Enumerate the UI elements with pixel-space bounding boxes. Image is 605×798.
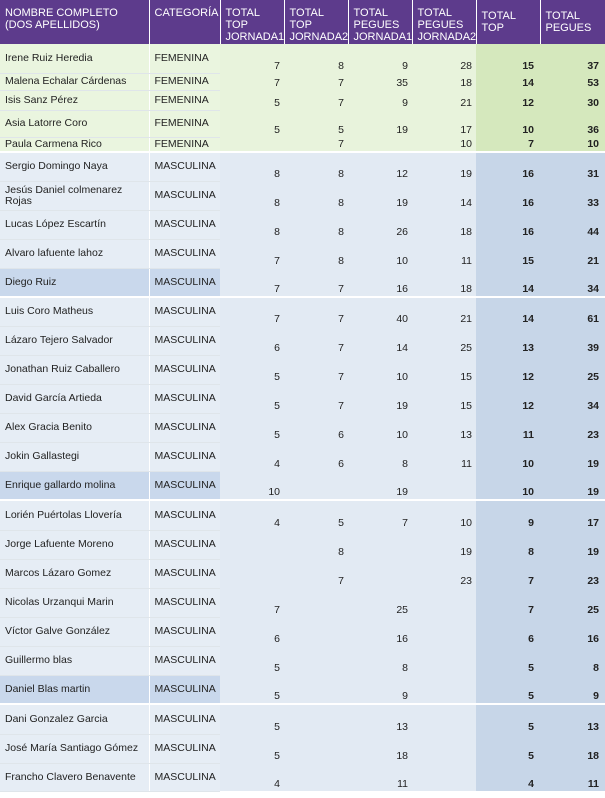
- cell-top-j2: [284, 704, 348, 734]
- cell-category: MASCULINA: [149, 734, 220, 763]
- cell-pegues-j1: 10: [348, 413, 412, 442]
- header-name: NOMBRE COMPLETO (DOS APELLIDOS): [0, 0, 149, 44]
- cell-pegues-j2: 19: [412, 530, 476, 559]
- table-row: [0, 73, 605, 90]
- cell-category: MASCULINA: [149, 675, 220, 704]
- cell-pegues-j2: 10: [412, 500, 476, 530]
- cell-top-j1: 4: [220, 500, 284, 530]
- cell-total-top: 4: [476, 763, 540, 791]
- header-total-top: TOTAL TOP: [476, 0, 540, 44]
- header-pegues-j1: TOTAL PEGUES JORNADA1: [348, 0, 412, 44]
- cell-category: MASCULINA: [149, 559, 220, 588]
- cell-top-j1: [220, 530, 284, 559]
- cell-name: Sergio Domingo Naya: [0, 152, 149, 181]
- cell-pegues-j1: 19: [348, 384, 412, 413]
- cell-total-top: 15: [476, 44, 540, 73]
- cell-top-j2: 7: [284, 73, 348, 90]
- cell-top-j1: 7: [220, 268, 284, 297]
- header-category: CATEGORÍA: [149, 0, 220, 44]
- cell-total-top: 7: [476, 137, 540, 152]
- cell-top-j2: 7: [284, 326, 348, 355]
- cell-total-top: 5: [476, 646, 540, 675]
- cell-name: Enrique gallardo molina: [0, 471, 149, 500]
- cell-total-top: 11: [476, 413, 540, 442]
- cell-pegues-j1: 9: [348, 44, 412, 73]
- cell-pegues-j2: [412, 675, 476, 704]
- cell-top-j2: 8: [284, 239, 348, 268]
- header-top-j2: TOTAL TOP JORNADA2: [284, 0, 348, 44]
- cell-total-pegues: 8: [540, 646, 605, 675]
- cell-pegues-j1: 13: [348, 704, 412, 734]
- cell-name: Nicolas Urzanqui Marin: [0, 588, 149, 617]
- cell-total-top: 16: [476, 210, 540, 239]
- cell-top-j2: [284, 588, 348, 617]
- cell-pegues-j1: 16: [348, 617, 412, 646]
- table-row: [0, 413, 605, 442]
- cell-pegues-j1: 9: [348, 90, 412, 110]
- cell-pegues-j2: 15: [412, 384, 476, 413]
- cell-pegues-j2: [412, 617, 476, 646]
- cell-top-j1: 5: [220, 413, 284, 442]
- cell-top-j1: [220, 137, 284, 152]
- cell-top-j1: 5: [220, 734, 284, 763]
- cell-pegues-j1: 7: [348, 500, 412, 530]
- cell-pegues-j2: 21: [412, 297, 476, 326]
- cell-pegues-j2: 25: [412, 326, 476, 355]
- cell-pegues-j2: [412, 704, 476, 734]
- cell-top-j2: [284, 471, 348, 500]
- cell-top-j2: 7: [284, 297, 348, 326]
- cell-pegues-j2: [412, 588, 476, 617]
- cell-pegues-j1: 35: [348, 73, 412, 90]
- cell-category: MASCULINA: [149, 239, 220, 268]
- cell-total-top: 12: [476, 355, 540, 384]
- cell-category: FEMENINA: [149, 73, 220, 90]
- cell-pegues-j1: [348, 559, 412, 588]
- cell-pegues-j2: 21: [412, 90, 476, 110]
- cell-total-pegues: 34: [540, 268, 605, 297]
- cell-pegues-j2: 17: [412, 110, 476, 137]
- cell-pegues-j2: 18: [412, 210, 476, 239]
- cell-category: FEMENINA: [149, 110, 220, 137]
- cell-top-j2: [284, 617, 348, 646]
- cell-name: Jokin Gallastegi: [0, 442, 149, 471]
- table-row: [0, 355, 605, 384]
- table-row: [0, 588, 605, 617]
- cell-top-j1: 5: [220, 355, 284, 384]
- cell-top-j2: 8: [284, 181, 348, 210]
- cell-pegues-j2: 13: [412, 413, 476, 442]
- cell-name: Lorién Puértolas Llovería: [0, 500, 149, 530]
- cell-name: José María Santiago Gómez: [0, 734, 149, 763]
- cell-total-pegues: 19: [540, 530, 605, 559]
- table-row: [0, 500, 605, 530]
- table-row: [0, 137, 605, 152]
- cell-category: MASCULINA: [149, 530, 220, 559]
- cell-category: MASCULINA: [149, 588, 220, 617]
- cell-category: MASCULINA: [149, 442, 220, 471]
- table-row: [0, 326, 605, 355]
- cell-top-j1: 7: [220, 297, 284, 326]
- cell-total-pegues: 16: [540, 617, 605, 646]
- cell-name: Alex Gracia Benito: [0, 413, 149, 442]
- cell-category: FEMENINA: [149, 90, 220, 110]
- cell-pegues-j1: 40: [348, 297, 412, 326]
- table-row: [0, 704, 605, 734]
- cell-top-j1: 7: [220, 239, 284, 268]
- cell-name: Marcos Lázaro Gomez: [0, 559, 149, 588]
- cell-pegues-j1: 26: [348, 210, 412, 239]
- cell-total-top: 14: [476, 268, 540, 297]
- cell-pegues-j2: 15: [412, 355, 476, 384]
- cell-top-j1: 5: [220, 704, 284, 734]
- cell-total-top: 12: [476, 384, 540, 413]
- cell-total-top: 7: [476, 588, 540, 617]
- table-row: [0, 617, 605, 646]
- cell-pegues-j1: 11: [348, 763, 412, 791]
- cell-top-j2: 7: [284, 355, 348, 384]
- cell-top-j1: 7: [220, 44, 284, 73]
- cell-top-j1: 8: [220, 152, 284, 181]
- cell-category: MASCULINA: [149, 413, 220, 442]
- cell-top-j1: 4: [220, 442, 284, 471]
- cell-top-j2: 8: [284, 530, 348, 559]
- cell-top-j2: 8: [284, 152, 348, 181]
- cell-total-top: 16: [476, 181, 540, 210]
- cell-pegues-j2: 28: [412, 44, 476, 73]
- cell-top-j2: [284, 734, 348, 763]
- cell-total-pegues: 25: [540, 355, 605, 384]
- cell-name: Irene Ruiz Heredia: [0, 44, 149, 73]
- cell-total-pegues: 31: [540, 152, 605, 181]
- cell-total-top: 14: [476, 73, 540, 90]
- cell-total-top: 13: [476, 326, 540, 355]
- header-pegues-j2: TOTAL PEGUES JORNADA2: [412, 0, 476, 44]
- table-row: [0, 210, 605, 239]
- cell-category: MASCULINA: [149, 268, 220, 297]
- table-row: [0, 763, 605, 791]
- cell-total-top: 5: [476, 734, 540, 763]
- cell-top-j1: 5: [220, 90, 284, 110]
- header-row: [0, 0, 605, 44]
- cell-pegues-j1: 8: [348, 646, 412, 675]
- cell-top-j1: 7: [220, 588, 284, 617]
- cell-top-j1: 8: [220, 210, 284, 239]
- cell-name: Guillermo blas: [0, 646, 149, 675]
- cell-total-pegues: 39: [540, 326, 605, 355]
- cell-top-j1: 8: [220, 181, 284, 210]
- cell-category: MASCULINA: [149, 704, 220, 734]
- cell-pegues-j1: 10: [348, 239, 412, 268]
- table-row: [0, 559, 605, 588]
- cell-pegues-j1: 16: [348, 268, 412, 297]
- cell-top-j2: 5: [284, 500, 348, 530]
- cell-top-j1: 10: [220, 471, 284, 500]
- cell-total-pegues: 30: [540, 90, 605, 110]
- cell-pegues-j1: 25: [348, 588, 412, 617]
- header-top-j1: TOTAL TOP JORNADA1: [220, 0, 284, 44]
- cell-total-top: 7: [476, 559, 540, 588]
- cell-name: Jorge Lafuente Moreno: [0, 530, 149, 559]
- cell-top-j2: [284, 646, 348, 675]
- table-row: [0, 239, 605, 268]
- cell-total-top: 10: [476, 442, 540, 471]
- cell-top-j1: 5: [220, 646, 284, 675]
- table-row: [0, 110, 605, 137]
- cell-total-top: 9: [476, 500, 540, 530]
- cell-total-top: 14: [476, 297, 540, 326]
- cell-category: MASCULINA: [149, 500, 220, 530]
- cell-total-pegues: 17: [540, 500, 605, 530]
- cell-name: Víctor Galve González: [0, 617, 149, 646]
- cell-top-j1: 6: [220, 617, 284, 646]
- cell-top-j2: 5: [284, 110, 348, 137]
- cell-top-j1: [220, 559, 284, 588]
- cell-pegues-j1: 18: [348, 734, 412, 763]
- header-total-pegues: TOTAL PEGUES: [540, 0, 605, 44]
- cell-pegues-j2: 11: [412, 239, 476, 268]
- cell-pegues-j2: 10: [412, 137, 476, 152]
- cell-top-j2: 7: [284, 559, 348, 588]
- table-row: [0, 268, 605, 297]
- table-row: [0, 442, 605, 471]
- cell-total-top: 15: [476, 239, 540, 268]
- cell-top-j1: 4: [220, 763, 284, 791]
- cell-top-j2: 7: [284, 268, 348, 297]
- cell-pegues-j2: [412, 734, 476, 763]
- table-row: [0, 181, 605, 210]
- cell-top-j2: 8: [284, 210, 348, 239]
- cell-total-pegues: 34: [540, 384, 605, 413]
- cell-total-pegues: 9: [540, 675, 605, 704]
- table-row: [0, 152, 605, 181]
- table-row: [0, 297, 605, 326]
- cell-name: Daniel Blas martin: [0, 675, 149, 704]
- cell-top-j1: 7: [220, 73, 284, 90]
- cell-name: Isis Sanz Pérez: [0, 90, 149, 110]
- cell-pegues-j1: 19: [348, 471, 412, 500]
- cell-pegues-j2: [412, 763, 476, 791]
- cell-top-j1: 5: [220, 110, 284, 137]
- cell-top-j2: 7: [284, 384, 348, 413]
- cell-name: David García Artieda: [0, 384, 149, 413]
- cell-total-pegues: 18: [540, 734, 605, 763]
- cell-category: MASCULINA: [149, 297, 220, 326]
- cell-total-top: 5: [476, 704, 540, 734]
- cell-total-top: 10: [476, 471, 540, 500]
- cell-name: Lucas López Escartín: [0, 210, 149, 239]
- table-row: [0, 530, 605, 559]
- cell-total-pegues: 10: [540, 137, 605, 152]
- cell-total-pegues: 13: [540, 704, 605, 734]
- cell-pegues-j1: 14: [348, 326, 412, 355]
- cell-top-j1: 5: [220, 384, 284, 413]
- cell-total-top: 5: [476, 675, 540, 704]
- cell-total-pegues: 19: [540, 471, 605, 500]
- cell-total-top: 10: [476, 110, 540, 137]
- cell-total-pegues: 37: [540, 44, 605, 73]
- cell-pegues-j1: 12: [348, 152, 412, 181]
- table-row: [0, 90, 605, 110]
- cell-top-j2: 7: [284, 137, 348, 152]
- cell-category: MASCULINA: [149, 646, 220, 675]
- table-row: [0, 675, 605, 704]
- table-row: [0, 384, 605, 413]
- cell-top-j2: 6: [284, 442, 348, 471]
- cell-name: Luis Coro Matheus: [0, 297, 149, 326]
- cell-pegues-j2: 19: [412, 152, 476, 181]
- cell-pegues-j2: 23: [412, 559, 476, 588]
- table-body: [0, 44, 605, 791]
- cell-total-pegues: 33: [540, 181, 605, 210]
- cell-pegues-j1: [348, 137, 412, 152]
- cell-total-top: 12: [476, 90, 540, 110]
- cell-category: FEMENINA: [149, 44, 220, 73]
- cell-total-top: 8: [476, 530, 540, 559]
- cell-name: Jesús Daniel colmenarez Rojas: [0, 181, 149, 210]
- cell-category: MASCULINA: [149, 355, 220, 384]
- cell-name: Paula Carmena Rico: [0, 137, 149, 152]
- cell-pegues-j1: [348, 530, 412, 559]
- cell-total-top: 6: [476, 617, 540, 646]
- cell-pegues-j2: [412, 646, 476, 675]
- cell-total-pegues: 11: [540, 763, 605, 791]
- cell-total-pegues: 19: [540, 442, 605, 471]
- cell-name: Diego Ruiz: [0, 268, 149, 297]
- cell-category: MASCULINA: [149, 617, 220, 646]
- cell-top-j2: [284, 763, 348, 791]
- cell-name: Asia Latorre Coro: [0, 110, 149, 137]
- cell-pegues-j2: 18: [412, 268, 476, 297]
- cell-total-pegues: 36: [540, 110, 605, 137]
- cell-top-j2: 6: [284, 413, 348, 442]
- cell-name: Francho Clavero Benavente: [0, 763, 149, 791]
- table-row: [0, 471, 605, 500]
- cell-name: Jonathan Ruiz Caballero: [0, 355, 149, 384]
- cell-category: MASCULINA: [149, 326, 220, 355]
- cell-pegues-j2: 11: [412, 442, 476, 471]
- cell-pegues-j1: 19: [348, 110, 412, 137]
- cell-category: MASCULINA: [149, 210, 220, 239]
- cell-total-pegues: 53: [540, 73, 605, 90]
- table-row: [0, 734, 605, 763]
- cell-total-pegues: 44: [540, 210, 605, 239]
- cell-total-pegues: 23: [540, 413, 605, 442]
- cell-pegues-j1: 19: [348, 181, 412, 210]
- cell-pegues-j1: 9: [348, 675, 412, 704]
- cell-pegues-j1: 8: [348, 442, 412, 471]
- table-row: [0, 646, 605, 675]
- cell-category: FEMENINA: [149, 137, 220, 152]
- cell-top-j2: 7: [284, 90, 348, 110]
- cell-category: MASCULINA: [149, 384, 220, 413]
- cell-pegues-j1: 10: [348, 355, 412, 384]
- cell-name: Alvaro lafuente lahoz: [0, 239, 149, 268]
- cell-top-j2: 8: [284, 44, 348, 73]
- cell-top-j2: [284, 675, 348, 704]
- cell-category: MASCULINA: [149, 471, 220, 500]
- cell-category: MASCULINA: [149, 152, 220, 181]
- cell-name: Dani Gonzalez Garcia: [0, 704, 149, 734]
- cell-name: Lázaro Tejero Salvador: [0, 326, 149, 355]
- cell-total-pegues: 25: [540, 588, 605, 617]
- cell-category: MASCULINA: [149, 181, 220, 210]
- cell-category: MASCULINA: [149, 763, 220, 791]
- table-row: [0, 44, 605, 73]
- cell-pegues-j2: 18: [412, 73, 476, 90]
- cell-total-pegues: 23: [540, 559, 605, 588]
- cell-total-top: 16: [476, 152, 540, 181]
- cell-pegues-j2: 14: [412, 181, 476, 210]
- cell-total-pegues: 21: [540, 239, 605, 268]
- cell-total-pegues: 61: [540, 297, 605, 326]
- cell-top-j1: 6: [220, 326, 284, 355]
- cell-name: Malena Echalar Cárdenas: [0, 73, 149, 90]
- cell-pegues-j2: [412, 471, 476, 500]
- cell-top-j1: 5: [220, 675, 284, 704]
